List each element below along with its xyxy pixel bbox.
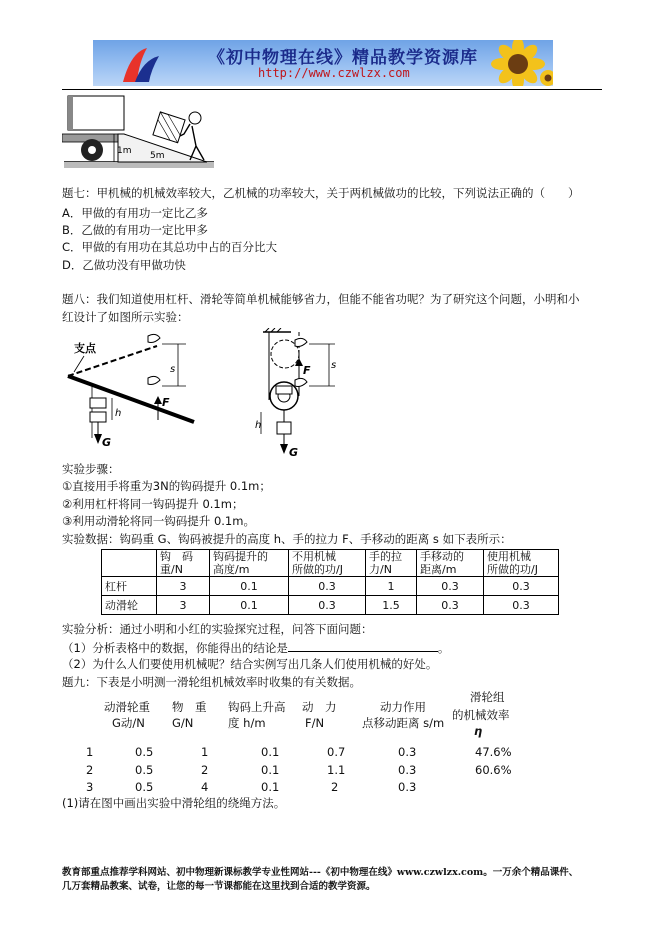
pulley-h-label: h [255, 420, 262, 431]
table-cell: 0.3 [417, 596, 484, 615]
table-cell: 47.6% [475, 745, 512, 759]
row-label: 杠杆 [102, 577, 157, 596]
q7-stem: 题七：甲机械的机械效率较大，乙机械的功率较大，关于两机械做功的比较，下列说法正确的（ ） [62, 186, 580, 200]
footer-line-1: 教育部重点推荐学科网站、初中物理新课标教学专业性网站---《初中物理在线》www.czwlzx.com。一万余个精品课件、 [62, 867, 579, 878]
table-cell: 4 [201, 780, 209, 794]
header-cell: 手的拉 力/N [366, 550, 417, 577]
table-cell: 2 [331, 780, 339, 794]
lever-s-label: s [170, 364, 176, 375]
table-cell: 0.1 [210, 577, 289, 596]
lever-figure [62, 328, 202, 456]
q9-header-4: 动 力 [302, 700, 337, 714]
q8-data-intro: 实验数据：钩码重 G、钩码被提升的高度 h、手的拉力 F、手移动的距离 s 如下表所示： [62, 532, 512, 546]
q9-header-6b: 的机械效率 [452, 708, 510, 722]
header-cell: 钩 码 重/N [157, 550, 210, 577]
banner-title: 《初中物理在线》精品教学资源库 [208, 48, 478, 68]
q9-stem: 题九：下表是小明测一滑轮组机械效率时收集的有关数据。 [62, 675, 361, 689]
table-cell: 0.3 [398, 763, 417, 777]
q8-sub2: （2）为什么人们要使用机械呢？结合实例写出几条人们使用机械的好处。 [62, 657, 438, 671]
q9-header-6c: η [474, 724, 483, 738]
pulley-g-label: G [289, 446, 299, 459]
table-cell: 1 [86, 745, 94, 759]
table-row [102, 596, 559, 615]
table-cell: 0.1 [261, 745, 280, 759]
table-cell: 2 [86, 763, 94, 777]
q9-header-2: 物 重 [172, 700, 207, 714]
header-rule [62, 89, 602, 90]
table-header-row [102, 550, 559, 577]
header-cell: 使用机械 所做的功/J [484, 550, 559, 577]
q7-option-d: D．乙做功没有甲做功快 [62, 258, 186, 272]
q9-header-3: 钩码上升高 [228, 700, 286, 714]
pulley-figure [255, 328, 345, 460]
table-cell: 1.5 [366, 596, 417, 615]
site-logo-icon [113, 44, 163, 84]
q8-sub1 [62, 640, 449, 656]
q8-step-3: ③利用动滑轮将同一钩码提升 0.1m。 [62, 514, 255, 528]
q9-header-3b: 度 h/m [228, 716, 266, 730]
q9-header-1: 动滑轮重 [104, 700, 150, 714]
table-cell: 1.1 [327, 763, 346, 777]
table-cell: 1 [201, 745, 209, 759]
q8-stem-line1: 题八：我们知道使用杠杆、滑轮等简单机械能够省力，但能不能省功呢？为了研究这个问题，小明和小 [62, 292, 580, 306]
table-cell: 3 [157, 577, 210, 596]
q8-sub1-text: （1）分析表格中的数据，你能得出的结论是 [62, 641, 288, 655]
q8-steps-title: 实验步骤： [62, 462, 120, 476]
q8-step-2: ②利用杠杆将同一钩码提升 0.1m； [62, 497, 244, 511]
lever-g-label: G [102, 436, 112, 449]
table-cell: 0.3 [398, 745, 417, 759]
header-cell: 不用机械 所做的功/J [289, 550, 366, 577]
header-banner [93, 40, 553, 86]
table-cell: 0.3 [289, 596, 366, 615]
q7-option-a: A．甲做的有用功一定比乙多 [62, 206, 208, 220]
row-label: 动滑轮 [102, 596, 157, 615]
banner-url[interactable]: http://www.czwlzx.com [258, 66, 410, 80]
table-cell: 3 [86, 780, 94, 794]
table-cell: 0.1 [261, 780, 280, 794]
lever-h-label: h [115, 408, 122, 419]
height-label: 1m [117, 146, 132, 156]
table-cell: 1 [366, 577, 417, 596]
q7-option-c: C．甲做的有用功在其总功中占的百分比大 [62, 240, 278, 254]
table-cell: 60.6% [475, 763, 512, 777]
table-cell: 0.3 [398, 780, 417, 794]
q9-header-5b: 点移动距离 s/m [362, 716, 445, 730]
header-cell: 钩码提升的 高度/m [210, 550, 289, 577]
table-cell: 0.5 [135, 745, 154, 759]
table-cell: 0.3 [289, 577, 366, 596]
table-cell: 0.5 [135, 763, 154, 777]
table-cell: 0.1 [261, 763, 280, 777]
table-cell: 0.3 [484, 577, 559, 596]
pulley-s-label: s [331, 360, 337, 371]
table-cell: 2 [201, 763, 209, 777]
pulley-f-label: F [303, 364, 311, 377]
q9-header-4b: F/N [305, 716, 325, 730]
q8-data-table [101, 549, 559, 615]
table-cell: 0.1 [210, 596, 289, 615]
answer-blank[interactable] [288, 640, 438, 652]
q8-sub1-end: 。 [437, 641, 450, 655]
q8-analysis: 实验分析：通过小明和小红的实验探究过程，问答下面问题： [62, 622, 373, 636]
sunflower-icon [478, 40, 553, 86]
table-cell: 0.5 [135, 780, 154, 794]
table-cell: 0.3 [417, 577, 484, 596]
q9-header-6: 滑轮组 [470, 690, 505, 704]
table-cell: 0.3 [484, 596, 559, 615]
header-cell: 手移动的 距离/m [417, 550, 484, 577]
q8-step-1: ①直接用手将重为3N的钩码提升 0.1m； [62, 479, 271, 493]
table-row [102, 577, 559, 596]
footer-line-2: 几万套精品教案、试卷，让您的每一节课都能在这里找到合适的教学资源。 [62, 881, 376, 892]
q9-header-5: 动力作用 [380, 700, 426, 714]
length-label: 5m [150, 151, 165, 161]
fulcrum-label: 支点 [74, 342, 96, 355]
ramp-figure [62, 94, 222, 172]
q9-header-2b: G/N [172, 716, 194, 730]
table-cell: 0.7 [327, 745, 346, 759]
lever-f-label: F [162, 396, 170, 409]
q8-stem-line2: 红设计了如图所示实验： [62, 310, 189, 324]
q9-header-1b: G动/N [112, 716, 145, 730]
q7-option-b: B．乙做的有用功一定比甲多 [62, 223, 208, 237]
table-cell: 3 [157, 596, 210, 615]
q9-sub1: (1)请在图中画出实验中滑轮组的绕绳方法。 [62, 796, 286, 810]
table-corner-cell [102, 550, 157, 577]
